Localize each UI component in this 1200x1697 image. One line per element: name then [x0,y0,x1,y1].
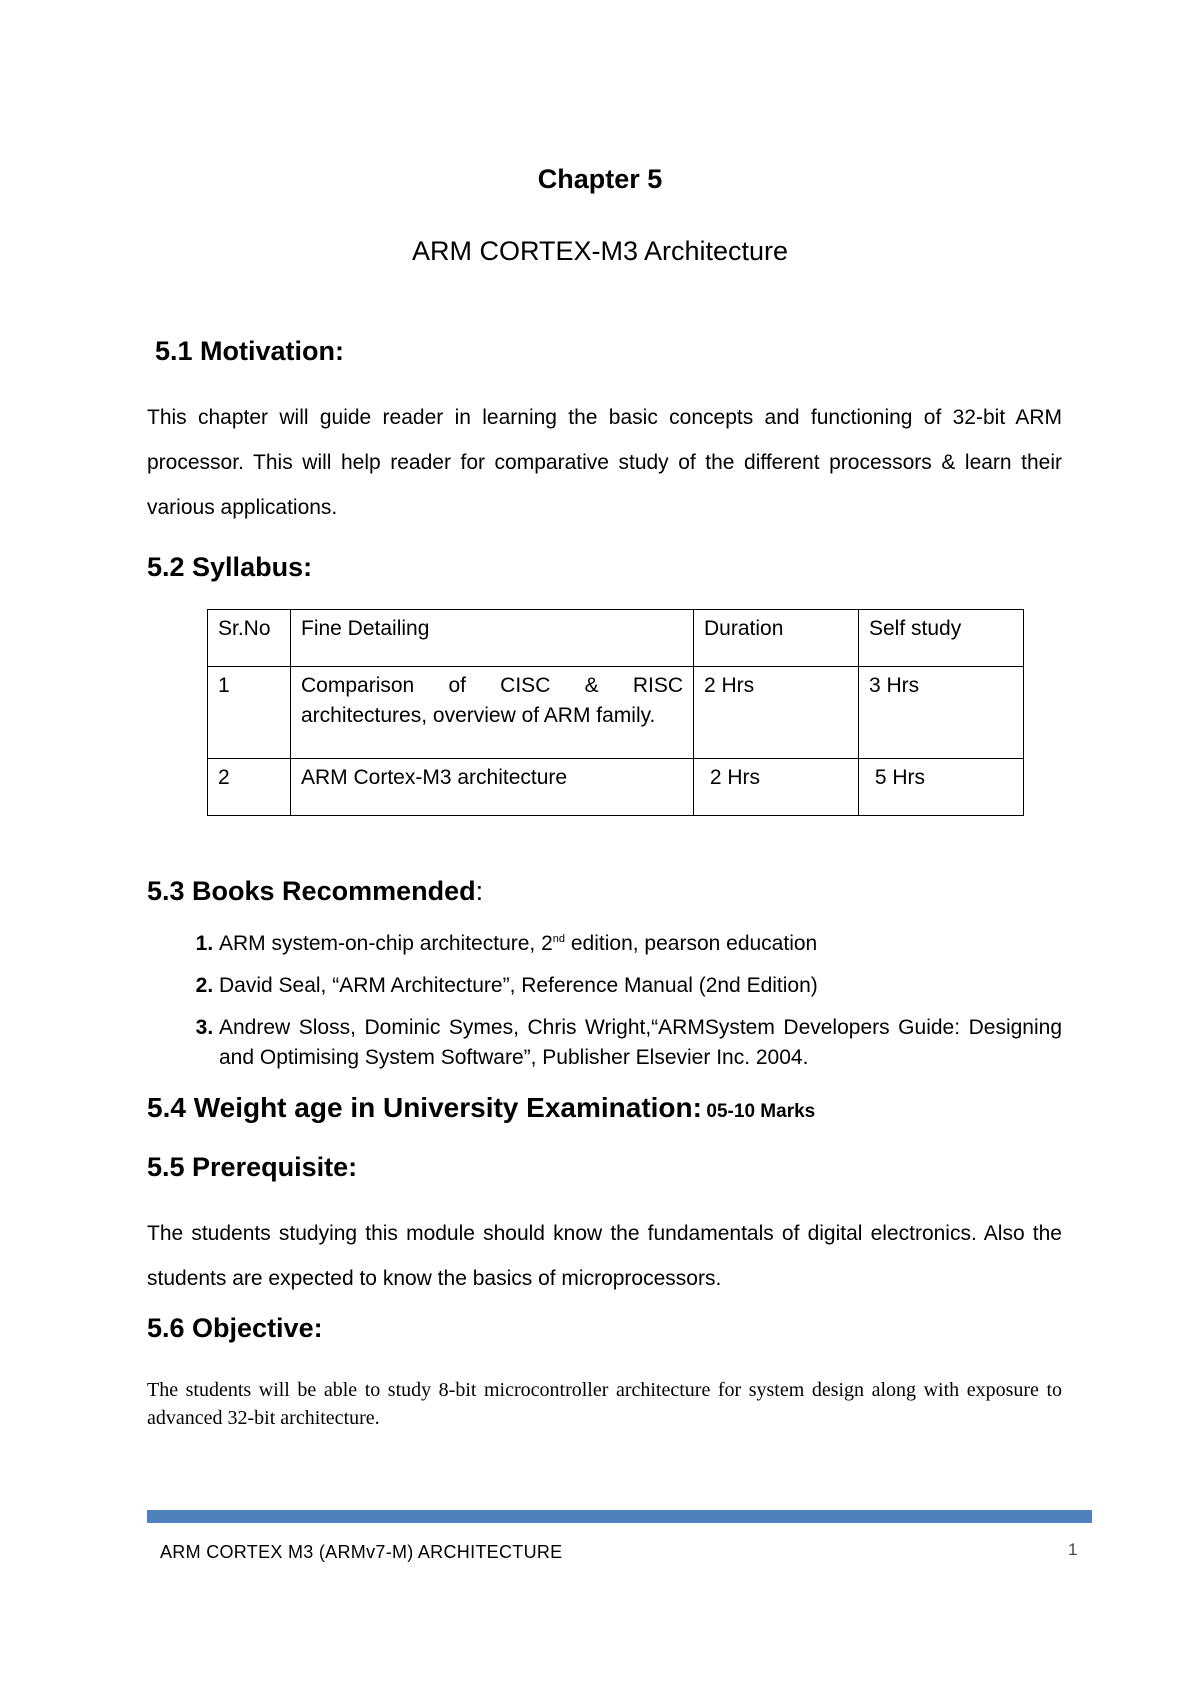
weightage-marks: 05-10 Marks [706,1101,816,1122]
syllabus-heading: 5.2 Syllabus: [147,552,313,582]
book-text: David Seal, “ARM Architecture”, Reference Manual (2nd Edition) [219,974,818,997]
table-cell: ARM Cortex-M3 architecture [291,759,694,816]
header-self-study: Self study [859,610,1024,667]
footer-title: ARM CORTEX M3 (ARMv7-M) ARCHITECTURE [160,1542,563,1562]
weightage-heading: 5.4 Weight age in University Examination: [147,1092,702,1123]
table-cell: 2 Hrs [694,667,859,759]
book-text: Andrew Sloss, Dominic Symes, Chris Wright,“ARMSystem Developers Guide: Designing and Optimising System Software”, Publisher Elsevier Inc. 2004. [219,1016,1062,1069]
objective-heading: 5.6 Objective: [147,1313,323,1343]
table-cell: 1 [208,667,291,759]
prerequisite-heading: 5.5 Prerequisite: [147,1152,358,1182]
header-fine-detailing: Fine Detailing [291,610,694,667]
book-text: edition, pearson education [565,932,818,955]
page-number: 1 [1068,1540,1078,1559]
motivation-heading: 5.1 Motivation: [155,336,345,366]
prerequisite-text: The students studying this module should know the fundamentals of digital electronics. Also the students are expected to know the basics of microprocessors. [147,1222,1062,1290]
footer-bar [147,1510,1092,1523]
list-item [219,924,1062,959]
weightage-line [147,1092,815,1124]
books-heading: 5.3 Books Recommended [147,876,476,906]
table-cell: Comparison of CISC & RISC architectures, overview of ARM family. [291,667,694,759]
book-text: ARM system-on-chip architecture, 2 [219,932,553,955]
header-duration: Duration [694,610,859,667]
chapter-title: ARM CORTEX-M3 Architecture [411,236,789,266]
table-header-row [208,610,1024,667]
table-row [208,759,1024,816]
table-cell: 2 [208,759,291,816]
syllabus-table [207,609,1024,816]
table-cell: 3 Hrs [859,667,1024,759]
objective-text: The students will be able to study 8-bit microcontroller architecture for system design along with exposure to advanced 32-bit architecture. [147,1379,1062,1429]
book-superscript: nd [552,933,566,945]
table-cell: 2 Hrs [694,759,859,816]
header-sr-no: Sr.No [208,610,291,667]
books-list [147,924,1062,1085]
motivation-text: This chapter will guide reader in learning the basic concepts and functioning of 32-bit ARM processor. This will help reader for comparative study of the different processors & learn their various applications. [147,406,1062,519]
list-item [219,971,1062,1001]
list-item [219,1013,1062,1073]
table-row [208,667,1024,759]
table-cell: 5 Hrs [859,759,1024,816]
chapter-number: Chapter 5 [537,164,663,194]
books-heading-colon: : [475,876,484,906]
books-heading-line [147,876,483,907]
